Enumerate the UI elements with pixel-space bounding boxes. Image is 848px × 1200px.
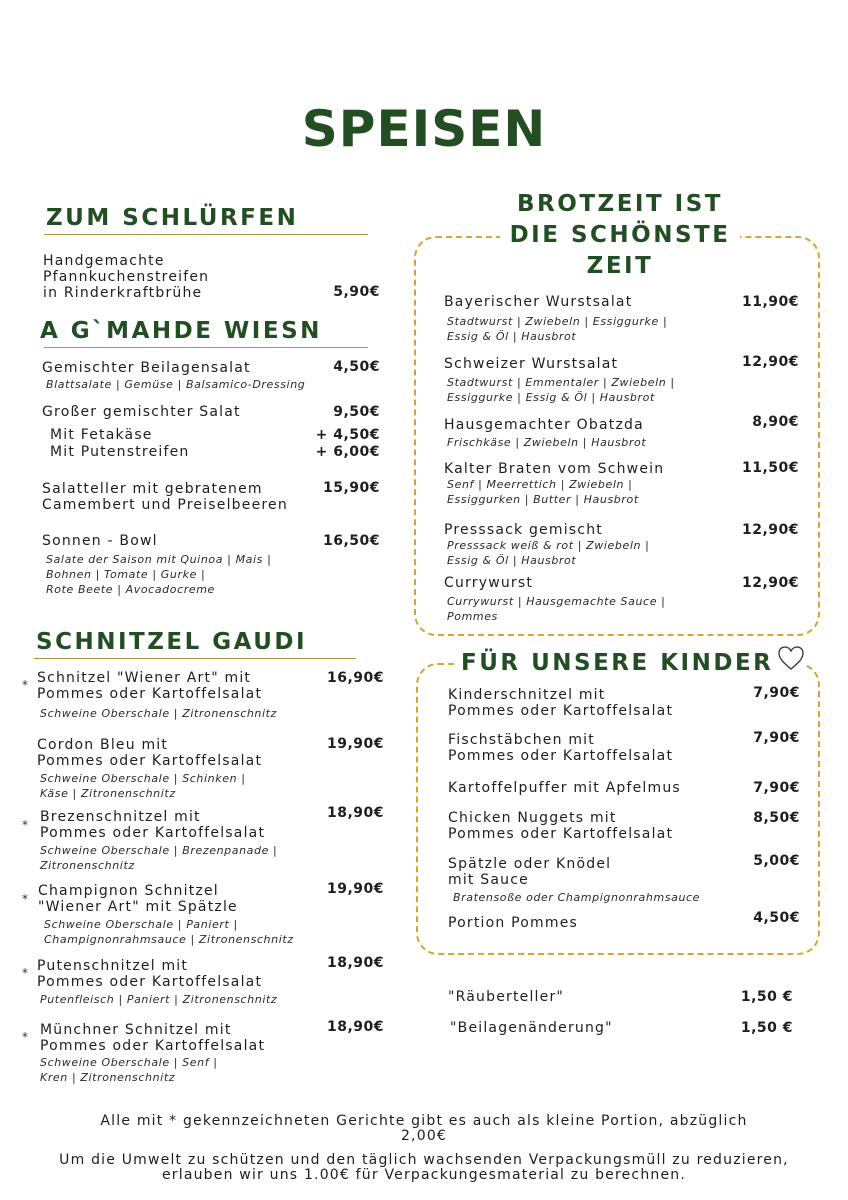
heart-icon (776, 643, 806, 673)
menu-item-desc: Presssack weiß & rot | Zwiebeln | Essig & Öl | Hausbrot (447, 539, 650, 567)
menu-item-price: 19,90€ (326, 736, 384, 752)
divider (34, 658, 356, 659)
menu-item-desc: Putenfleisch | Paniert | Zitronenschnitz (40, 993, 278, 1006)
menu-item-name: Kinderschnitzel mit Pommes oder Kartoffelsalat (448, 687, 674, 719)
menu-item-name: Chicken Nuggets mit Pommes oder Kartoffelsalat (448, 810, 674, 842)
section-heading-schluerfen: ZUM SCHLÜRFEN (46, 205, 299, 231)
divider (44, 347, 368, 348)
section-heading-schnitzel: SCHNITZEL GAUDI (36, 629, 308, 655)
menu-item-price: 18,90€ (326, 955, 384, 971)
menu-item-price: 8,50€ (753, 810, 800, 826)
menu-item-name: Kartoffelpuffer mit Apfelmus (448, 780, 681, 796)
menu-item-desc: Currywurst | Hausgemachte Sauce | Pommes (447, 595, 666, 623)
menu-item-price: 7,90€ (753, 730, 800, 746)
menu-item-desc: Schweine Oberschale | Zitronenschnitz (40, 707, 277, 720)
footer-note-packaging: Um die Umwelt zu schützen und den täglich wachsenden Verpackungsmüll zu reduzieren, erlauben wir uns 1.00€ für Verpackungesmaterial zu berechnen. (59, 1152, 789, 1183)
menu-item-price: 12,90€ (741, 575, 799, 591)
menu-item-price: 7,90€ (753, 780, 800, 796)
small-portion-marker: * (22, 966, 28, 980)
section-heading-brotzeit: BROTZEIT IST DIE SCHÖNSTE ZEIT (500, 189, 740, 282)
menu-item-price: 16,90€ (326, 670, 384, 686)
menu-item-price: + 6,00€ (315, 444, 380, 460)
menu-item-option: Mit Fetakäse (50, 427, 153, 443)
menu-item-name: Gemischter Beilagensalat (42, 360, 251, 376)
menu-item-price: 19,90€ (326, 881, 384, 897)
menu-item-desc: Senf | Meerrettich | Zwiebeln | Essiggurken | Butter | Hausbrot (447, 478, 639, 506)
footer-note-small-portion: Alle mit * gekennzeichneten Gerichte gibt es auch als kleine Portion, abzüglich 2,00€ (100, 1113, 748, 1144)
menu-item-name: Champignon Schnitzel "Wiener Art" mit Spätzle (38, 883, 238, 915)
menu-item-price: 4,50€ (753, 910, 800, 926)
menu-item-desc: Schweine Oberschale | Schinken | Käse | Zitronenschnitz (40, 772, 246, 800)
menu-item-price: 7,90€ (753, 685, 800, 701)
menu-item-name: Schweizer Wurstsalat (444, 356, 619, 372)
small-portion-marker: * (22, 678, 28, 692)
menu-item-price: 18,90€ (326, 805, 384, 821)
menu-item-price: 8,90€ (752, 414, 799, 430)
small-portion-marker: * (22, 892, 28, 906)
menu-item-name: Hausgemachter Obatzda (444, 417, 644, 433)
menu-item-price: 12,90€ (741, 522, 799, 538)
menu-item-option: Mit Putenstreifen (50, 444, 190, 460)
menu-item-desc: Blattsalate | Gemüse | Balsamico-Dressing (46, 378, 306, 391)
menu-item-name: Großer gemischter Salat (42, 404, 241, 420)
menu-item-price: 11,90€ (741, 294, 799, 310)
menu-item-desc: Stadtwurst | Zwiebeln | Essiggurke | Essig & Öl | Hausbrot (447, 315, 668, 343)
menu-item-name: Portion Pommes (448, 915, 579, 931)
menu-item-price: 5,90€ (333, 284, 380, 300)
small-portion-marker: * (22, 1030, 28, 1044)
menu-item-desc: Schweine Oberschale | Senf | Kren | Zitronenschnitz (40, 1056, 218, 1084)
menu-item-desc: Salate der Saison mit Quinoa | Mais | Bohnen | Tomate | Gurke | Rote Beete | Avocadocreme (46, 553, 272, 596)
menu-item-desc: Stadtwurst | Emmentaler | Zwiebeln | Essiggurke | Essig & Öl | Hausbrot (447, 376, 675, 404)
section-heading-kinder: FÜR UNSERE KINDER (455, 650, 779, 676)
menu-item-price: 18,90€ (326, 1019, 384, 1035)
menu-item-name: Kalter Braten vom Schwein (444, 461, 665, 477)
menu-item-price: 4,50€ (333, 359, 380, 375)
divider (44, 234, 368, 235)
menu-item-price: + 4,50€ (315, 427, 380, 443)
menu-item-name: Salatteller mit gebratenem Camembert und Preiselbeeren (42, 481, 288, 513)
menu-item-price: 11,50€ (741, 460, 799, 476)
menu-item-name: Fischstäbchen mit Pommes oder Kartoffelsalat (448, 732, 674, 764)
menu-item-name: Handgemachte Pfannkuchenstreifen in Rinderkraftbrühe (43, 253, 210, 301)
menu-item-desc: Frischkäse | Zwiebeln | Hausbrot (447, 436, 647, 449)
menu-item-name: Presssack gemischt (444, 522, 603, 538)
extra-item-price: 1,50 € (740, 989, 793, 1005)
menu-item-name: Bayerischer Wurstsalat (444, 294, 633, 310)
menu-item-price: 16,50€ (322, 533, 380, 549)
menu-item-name: Münchner Schnitzel mit Pommes oder Kartoffelsalat (40, 1022, 266, 1054)
menu-item-desc: Schweine Oberschale | Brezenpanade | Zitronenschnitz (40, 844, 278, 872)
menu-item-name: Schnitzel "Wiener Art" mit Pommes oder Kartoffelsalat (37, 670, 263, 702)
menu-item-name: Currywurst (444, 575, 534, 591)
menu-item-name: Sonnen - Bowl (42, 533, 158, 549)
menu-item-desc: Schweine Oberschale | Paniert | Champignonrahmsauce | Zitronenschnitz (44, 918, 294, 946)
menu-item-name: Putenschnitzel mit Pommes oder Kartoffelsalat (37, 958, 263, 990)
section-heading-wiesn: A G`MAHDE WIESN (40, 318, 322, 344)
extra-item-name: "Räuberteller" (448, 989, 565, 1005)
menu-item-name: Spätzle oder Knödel mit Sauce (448, 856, 612, 888)
menu-item-price: 9,50€ (333, 404, 380, 420)
menu-item-name: Brezenschnitzel mit Pommes oder Kartoffelsalat (40, 809, 266, 841)
menu-item-price: 12,90€ (741, 354, 799, 370)
page-title: SPEISEN (301, 100, 547, 158)
menu-item-desc: Bratensoße oder Champignonrahmsauce (453, 891, 701, 904)
menu-item-name: Cordon Bleu mit Pommes oder Kartoffelsalat (37, 737, 263, 769)
menu-item-price: 5,00€ (753, 853, 800, 869)
menu-item-price: 15,90€ (322, 480, 380, 496)
extra-item-name: "Beilagenänderung" (450, 1020, 613, 1036)
small-portion-marker: * (22, 818, 28, 832)
extra-item-price: 1,50 € (740, 1020, 793, 1036)
